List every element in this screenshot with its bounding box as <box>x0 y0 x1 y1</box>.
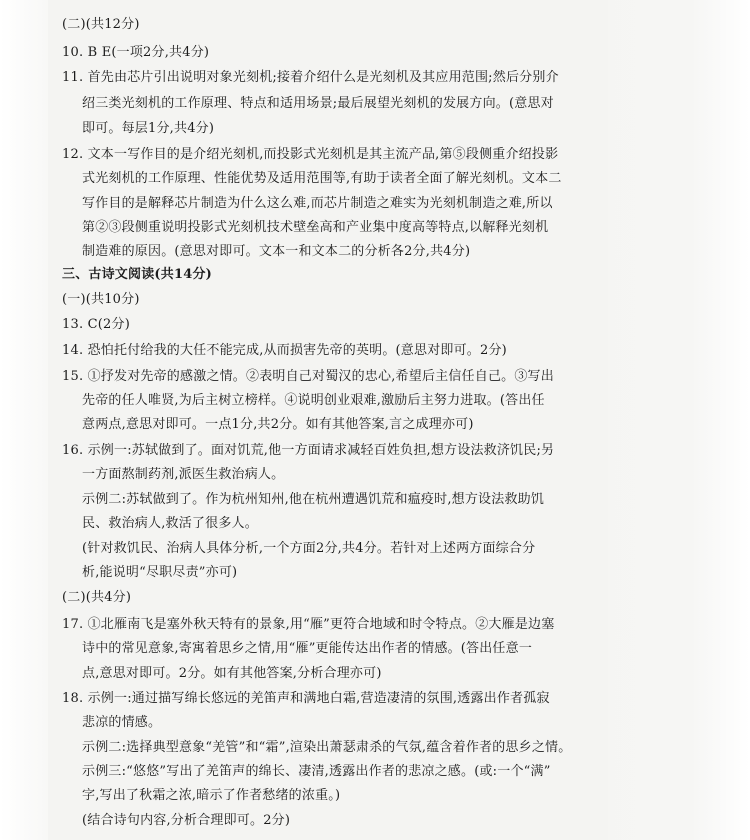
answer-14: 14. 恐怕托付给我的大任不能完成,从而损害先帝的英明。(意思对即可。2分) <box>62 343 507 358</box>
answer-11-line-1: 11. 首先由芯片引出说明对象光刻机;接着介绍什么是光刻机及其应用范围;然后分别介 <box>62 70 559 85</box>
answer-15-line-2: 先帝的任人唯贤,为后主树立榜样。④说明创业艰难,激励后主努力进取。(答出任 <box>82 393 545 408</box>
answer-15-line-1: 15. ①抒发对先帝的感激之情。②表明自己对蜀汉的忠心,希望后主信任自己。③写出 <box>62 369 554 384</box>
answer-18-line-5: 字,写出了秋霜之浓,暗示了作者愁绪的浓重。) <box>82 788 341 803</box>
section-2-heading: (二)(共12分) <box>62 17 140 32</box>
subsection-1-heading: (一)(共10分) <box>62 292 140 307</box>
subsection-2-heading: (二)(共4分) <box>62 590 132 605</box>
section-3-heading: 三、古诗文阅读(共14分) <box>62 267 212 282</box>
answer-18-line-4: 示例三:“悠悠”写出了羌笛声的绵长、凄清,透露出作者的悲凉之感。(或:一个“满” <box>82 764 551 779</box>
answer-18-line-1: 18. 示例一:通过描写绵长悠远的羌笛声和满地白霜,营造凄清的氛围,透露出作者孤寂 <box>62 691 550 706</box>
answer-16-line-5: (针对救饥民、治病人具体分析,一个方面2分,共4分。若针对上述两方面综合分 <box>82 541 536 556</box>
answer-11-line-3: 即可。每层1分,共4分) <box>82 121 215 136</box>
answer-12-line-5: 制造难的原因。(意思对即可。文本一和文本二的分析各2分,共4分) <box>82 244 471 259</box>
answer-17-line-2: 诗中的常见意象,寄寓着思乡之情,用“雁”更能传达出作者的情感。(答出任意一 <box>82 641 533 656</box>
answer-12-line-3: 写作目的是解释芯片制造为什么这么难,而芯片制造之难实为光刻机制造之难,所以 <box>82 196 553 211</box>
answer-16-line-2: 一方面熬制药剂,派医生救治病人。 <box>82 467 285 482</box>
answer-18-line-6: (结合诗句内容,分析合理即可。2分) <box>82 813 291 828</box>
answer-16-line-4: 民、救治病人,救活了很多人。 <box>82 516 258 531</box>
answer-16-line-3: 示例二:苏轼做到了。作为杭州知州,他在杭州遭遇饥荒和瘟疫时,想方设法救助饥 <box>82 492 545 507</box>
answer-12-line-2: 式光刻机的工作原理、性能优势及适用范围等,有助于读者全面了解光刻机。文本二 <box>82 171 562 186</box>
answer-17-line-3: 点,意思对即可。2分。如有其他答案,分析合理亦可) <box>82 666 382 681</box>
answer-13: 13. C(2分) <box>62 317 130 332</box>
answer-16-line-1: 16. 示例一:苏轼做到了。面对饥荒,他一方面请求减轻百姓负担,想方设法救济饥民;另 <box>62 443 555 458</box>
answer-15-line-3: 意两点,意思对即可。一点1分,共2分。如有其他答案,言之成理亦可) <box>82 417 474 432</box>
answer-17-line-1: 17. ①北雁南飞是塞外秋天特有的景象,用“雁”更符合地域和时令特点。②大雁是边塞 <box>62 617 555 632</box>
answer-11-line-2: 绍三类光刻机的工作原理、特点和适用场景;最后展望光刻机的发展方向。(意思对 <box>82 96 554 111</box>
answer-10: 10. B E(一项2分,共4分) <box>62 45 210 60</box>
answer-12-line-1: 12. 文本一写作目的是介绍光刻机,而投影式光刻机是其主流产品,第⑤段侧重介绍投影 <box>62 147 559 162</box>
answer-12-line-4: 第②③段侧重说明投影式光刻机技术壁垒高和产业集中度高等特点,以解释光刻机 <box>82 220 549 235</box>
answer-16-line-6: 析,能说明“尽职尽责”亦可) <box>82 565 238 580</box>
answer-18-line-2: 悲凉的情感。 <box>82 715 162 730</box>
answer-18-line-3: 示例二:选择典型意象“羌管”和“霜”,渲染出萧瑟肃杀的气氛,蕴含着作者的思乡之情。 <box>82 740 572 755</box>
